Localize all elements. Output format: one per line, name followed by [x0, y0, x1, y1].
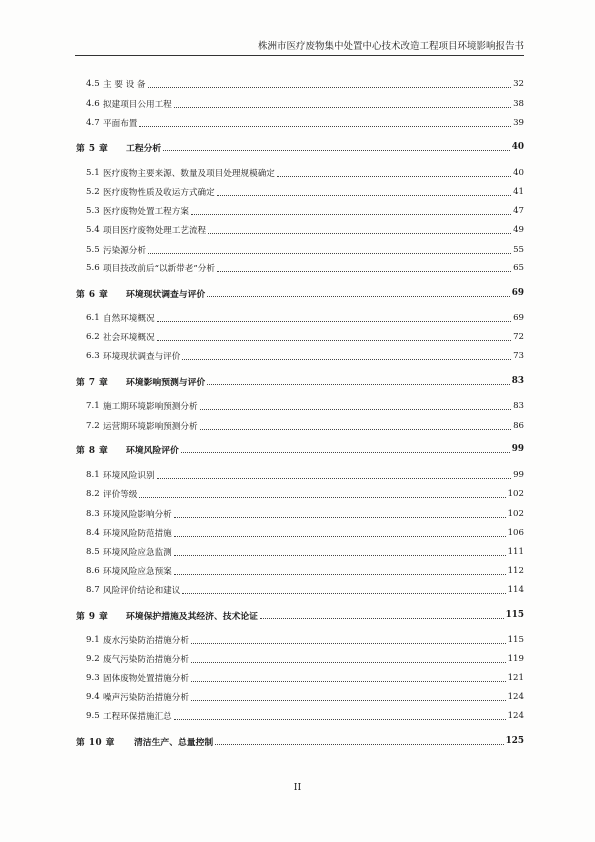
toc-section-row[interactable]	[0, 116, 595, 130]
page-number-ref: 40	[513, 168, 524, 178]
section-title: 社会环境概况	[103, 333, 155, 343]
page-number-ref: 38	[513, 99, 524, 109]
section-title: 环境风险识别	[103, 471, 155, 481]
section-title: 自然环境概况	[103, 314, 155, 324]
dot-leader	[139, 125, 511, 127]
dot-leader	[174, 535, 506, 537]
dot-leader	[174, 718, 506, 720]
section-number: 5.3	[86, 206, 100, 216]
page-number-ref: 83	[511, 376, 524, 386]
chapter-title: 工程分析	[126, 143, 162, 154]
section-title: 平面布置	[103, 119, 138, 129]
dot-leader	[217, 194, 511, 196]
chapter-number: 第 6 章	[76, 289, 109, 300]
toc-section-row[interactable]	[0, 468, 595, 482]
page-number-ref: 39	[513, 118, 524, 128]
page-number-ref: 102	[507, 489, 524, 499]
chapter-title: 清洁生产、总量控制	[134, 737, 214, 748]
toc-section-row[interactable]	[0, 204, 595, 218]
section-number: 7.1	[86, 401, 100, 411]
dot-leader	[191, 642, 506, 644]
section-number: 8.7	[86, 585, 100, 595]
page-number-ref: 112	[507, 566, 524, 576]
dot-leader	[174, 516, 506, 518]
toc-chapter-row[interactable]	[0, 374, 595, 388]
toc-section-row[interactable]	[0, 545, 595, 559]
section-title: 施工期环境影响预测分析	[103, 402, 198, 412]
page-number-ref: 40	[511, 142, 524, 152]
section-number: 9.3	[86, 673, 100, 683]
section-number: 6.1	[86, 313, 100, 323]
toc-section-row[interactable]	[0, 261, 595, 275]
section-title: 废气污染防治措施分析	[103, 655, 189, 665]
dot-leader	[217, 270, 511, 272]
section-number: 4.5	[86, 79, 100, 89]
section-number: 9.5	[86, 711, 100, 721]
toc-chapter-row[interactable]	[0, 734, 595, 748]
section-title: 环境风险防范措施	[103, 529, 172, 539]
section-number: 7.2	[86, 421, 100, 431]
toc-chapter-row[interactable]	[0, 442, 595, 456]
section-number: 8.6	[86, 566, 100, 576]
dot-leader	[181, 451, 510, 453]
page-number-ref: 115	[505, 610, 524, 620]
section-number: 8.2	[86, 489, 100, 499]
chapter-number: 第 7 章	[76, 377, 109, 388]
toc-section-row[interactable]	[0, 349, 595, 363]
section-title: 环境风险应急预案	[103, 567, 172, 577]
dot-leader	[139, 496, 505, 498]
section-title: 风险评价结论和建议	[103, 586, 181, 596]
page-number-ref: 55	[513, 245, 524, 255]
page-number-ref: 69	[511, 288, 524, 298]
dot-leader	[174, 573, 506, 575]
toc-chapter-row[interactable]	[0, 140, 595, 154]
dot-leader	[157, 339, 511, 341]
toc-section-row[interactable]	[0, 97, 595, 111]
section-title: 医疗废物主要来源、数量及项目处理规模确定	[103, 169, 275, 179]
section-number: 5.2	[86, 187, 100, 197]
page-number-ref: 125	[505, 736, 524, 746]
toc-section-row[interactable]	[0, 671, 595, 685]
page-number-ref: 115	[507, 635, 524, 645]
section-title: 环境风险影响分析	[103, 510, 172, 520]
section-number: 6.3	[86, 351, 100, 361]
dot-leader	[215, 743, 503, 745]
page-number-ref: 69	[513, 313, 524, 323]
page-number-ref: 102	[507, 509, 524, 519]
section-title: 噪声污染防治措施分析	[103, 693, 189, 703]
section-number: 9.2	[86, 654, 100, 664]
section-number: 6.2	[86, 332, 100, 342]
chapter-title: 环境现状调查与评价	[126, 289, 206, 300]
page-number-ref: 111	[507, 547, 524, 557]
dot-leader	[148, 252, 511, 254]
page-number-ref: 121	[507, 673, 524, 683]
section-title: 项目医疗废物处理工艺流程	[103, 226, 207, 236]
dot-leader	[174, 554, 506, 556]
section-number: 9.1	[86, 635, 100, 645]
page-number-ref: 106	[507, 528, 524, 538]
toc-chapter-row[interactable]	[0, 286, 595, 300]
section-number: 8.1	[86, 470, 100, 480]
section-number: 5.1	[86, 168, 100, 178]
toc-section-row[interactable]	[0, 526, 595, 540]
section-number: 4.7	[86, 118, 100, 128]
page-number-ref: 65	[513, 263, 524, 273]
dot-leader	[207, 383, 510, 385]
section-number: 8.3	[86, 509, 100, 519]
section-title: 拟建项目公用工程	[103, 100, 172, 110]
dot-leader	[277, 175, 511, 177]
toc-section-row[interactable]	[0, 652, 595, 666]
dot-leader	[182, 592, 505, 594]
toc-section-row[interactable]	[0, 399, 595, 413]
page-number-ref: 72	[513, 332, 524, 342]
dot-leader	[207, 295, 510, 297]
toc-section-row[interactable]	[0, 583, 595, 597]
section-title: 废水污染防治措施分析	[103, 636, 189, 646]
dot-leader	[200, 408, 512, 410]
page-number-ref: 124	[507, 711, 524, 721]
toc-section-row[interactable]	[0, 507, 595, 521]
section-number: 8.4	[86, 528, 100, 538]
section-number: 5.6	[86, 263, 100, 273]
page-number-ref: 49	[513, 225, 524, 235]
section-number: 8.5	[86, 547, 100, 557]
section-title: 环境风险应急监测	[103, 548, 172, 558]
section-number: 4.6	[86, 99, 100, 109]
chapter-title: 环境影响预测与评价	[126, 377, 206, 388]
dot-leader	[182, 358, 511, 360]
toc-section-row[interactable]	[0, 487, 595, 501]
page-number-ref: 32	[513, 79, 524, 89]
page-number-ref: 83	[513, 401, 524, 411]
section-title: 医疗废物处置工程方案	[103, 207, 189, 217]
section-title: 工程环保措施汇总	[103, 712, 172, 722]
page-number-ref: 114	[507, 585, 524, 595]
section-number: 5.4	[86, 225, 100, 235]
section-title: 运营期环境影响预测分析	[103, 422, 198, 432]
toc-section-row[interactable]	[0, 311, 595, 325]
page-number-ref: 73	[513, 351, 524, 361]
page-number-ref: 99	[511, 444, 524, 454]
toc-section-row[interactable]	[0, 709, 595, 723]
chapter-title: 环境保护措施及其经济、技术论证	[126, 611, 258, 622]
dot-leader	[200, 428, 512, 430]
section-number: 9.4	[86, 692, 100, 702]
page-number-ref: 47	[513, 206, 524, 216]
page-number-ref: 124	[507, 692, 524, 702]
dot-leader	[157, 320, 511, 322]
page-number-ref: 99	[513, 470, 524, 480]
dot-leader	[174, 106, 511, 108]
dot-leader	[148, 86, 511, 88]
dot-leader	[208, 232, 511, 234]
toc-section-row[interactable]	[0, 564, 595, 578]
section-title: 医疗废物性质及收运方式确定	[103, 188, 215, 198]
chapter-number: 第 5 章	[76, 143, 109, 154]
section-title: 污染源分析	[103, 246, 146, 256]
dot-leader	[157, 477, 511, 479]
page-footer	[0, 782, 595, 793]
section-title: 固体废物处置措施分析	[103, 674, 189, 684]
toc-section-row[interactable]	[0, 185, 595, 199]
dot-leader	[191, 213, 511, 215]
toc-section-row[interactable]	[0, 77, 595, 91]
chapter-number: 第 9 章	[76, 611, 109, 622]
page-number-ref: 41	[513, 187, 524, 197]
page-number-ref: 119	[507, 654, 524, 664]
section-title: 评价等级	[103, 490, 138, 500]
dot-leader	[191, 699, 506, 701]
dot-leader	[191, 680, 506, 682]
toc-section-row[interactable]	[0, 633, 595, 647]
section-number: 5.5	[86, 245, 100, 255]
page-number-ref: 86	[513, 421, 524, 431]
chapter-number: 第 10 章	[76, 737, 115, 748]
toc-section-row[interactable]	[0, 243, 595, 257]
chapter-number: 第 8 章	[76, 445, 109, 456]
section-title: 环境现状调查与评价	[103, 352, 181, 362]
document-title: 株洲市医疗废物集中处置中心技术改造工程项目环境影响报告书	[257, 41, 524, 52]
toc-section-row[interactable]	[0, 223, 595, 237]
toc-section-row[interactable]	[0, 330, 595, 344]
toc-chapter-row[interactable]	[0, 608, 595, 622]
dot-leader	[260, 617, 504, 619]
chapter-title: 环境风险评价	[126, 445, 179, 456]
dot-leader	[191, 661, 506, 663]
dot-leader	[163, 149, 510, 151]
toc-section-row[interactable]	[0, 690, 595, 704]
toc-section-row[interactable]	[0, 419, 595, 433]
section-title: 项目技改前后“以新带老”分析	[103, 264, 215, 274]
section-title: 主 要 设 备	[103, 80, 146, 90]
toc-section-row[interactable]	[0, 166, 595, 180]
page-number: II	[293, 782, 302, 793]
